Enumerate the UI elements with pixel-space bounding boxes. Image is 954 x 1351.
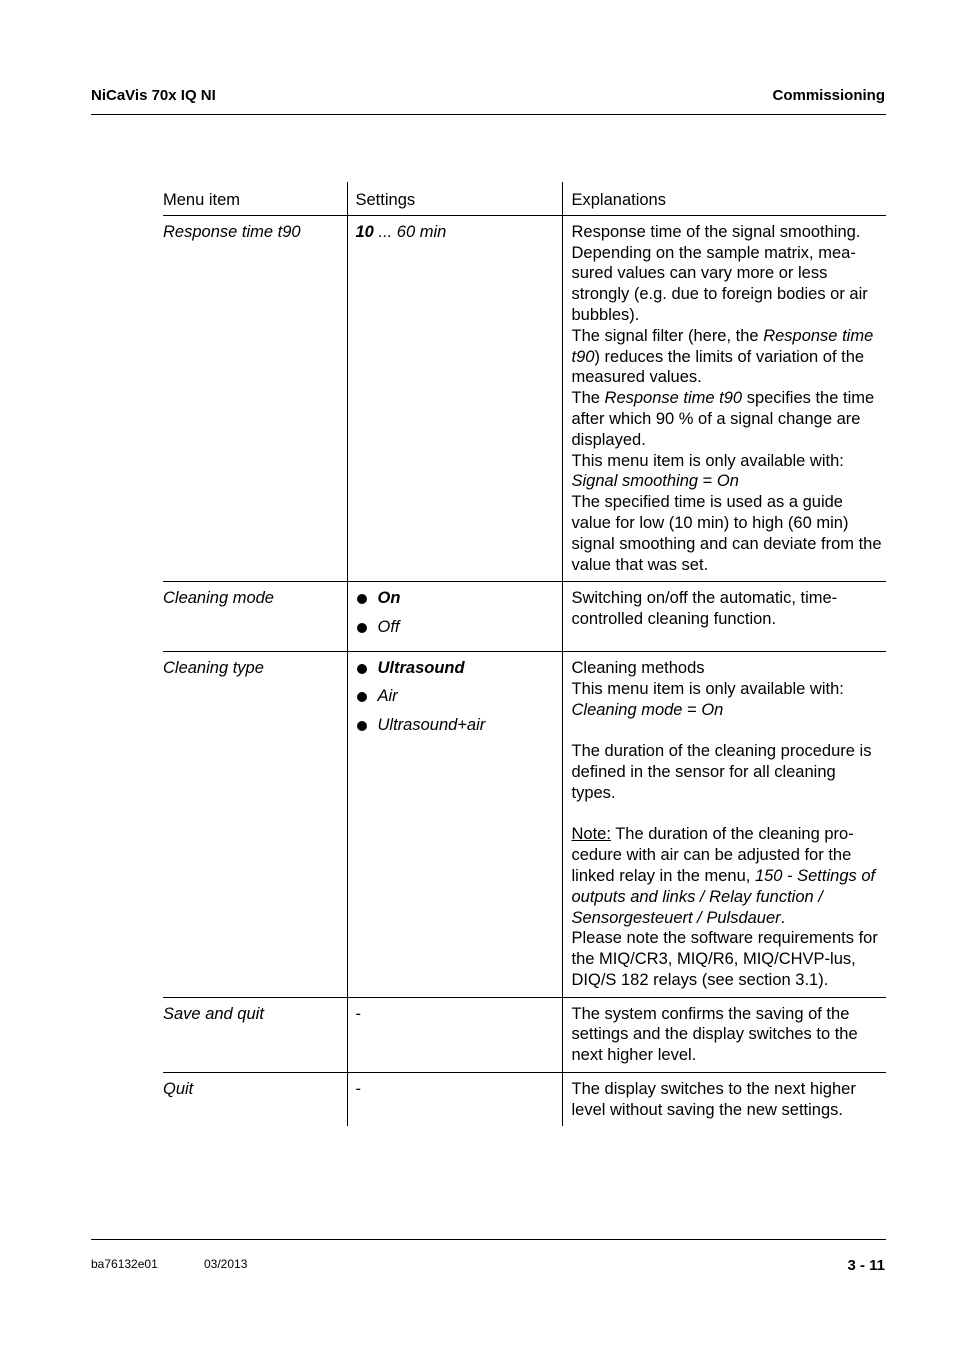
expl-text: This menu item is only available with:	[571, 451, 844, 470]
setting-response-time	[347, 215, 562, 582]
header-settings: Settings	[347, 182, 562, 215]
header-explanations: Explanations	[562, 182, 886, 215]
expl-text: The signal filter (here, the Response time t90) reduces the limits of variation of the measured values.	[571, 326, 874, 387]
expl-text: The specified time is used as a guide value for low (10 min) to high (60 min) signal smoothing and can deviate from the value that was set.	[571, 493, 882, 574]
explanation-response-time	[562, 215, 886, 582]
expl-text: Please note the software requirements for the MIQ/CR3, MIQ/R6, MIQ/CHVP-lus, DIQ/S 182 relays (see section 3.1).	[571, 929, 878, 989]
option-list	[356, 658, 562, 735]
option-list	[356, 588, 562, 637]
expl-condition: Signal smoothing = On	[571, 472, 739, 491]
menu-item-cleaning-type: Cleaning type	[163, 651, 347, 997]
running-header-section: Commissioning	[772, 87, 885, 104]
option-off: Off	[356, 617, 562, 638]
footer-doc-id: ba76132e01	[91, 1257, 158, 1271]
footer-date: 03/2013	[204, 1257, 248, 1271]
table-header-row	[163, 182, 886, 215]
running-header-title: NiCaVis 70x IQ NI	[91, 87, 216, 104]
setting-default-value: 10	[355, 222, 374, 241]
expl-note: Note: The duration of the cleaning pro-cedure with air can be adjusted for the linked relay in the menu, 150 - Settings of outputs and links / Relay function / Sensorgesteuert / Pulsdauer.	[571, 825, 876, 927]
option-ultrasound-air: Ultrasound+air	[356, 715, 562, 736]
setting-range: ... 60 min	[373, 222, 447, 241]
expl-text: Cleaning methods	[571, 658, 705, 677]
option-default-ultrasound: Ultrasound	[356, 658, 562, 679]
header-rule	[91, 114, 886, 115]
table-row-response-time	[163, 215, 886, 582]
spacer	[572, 720, 883, 741]
table-row-quit	[163, 1073, 886, 1126]
table-row-save-and-quit	[163, 997, 886, 1072]
option-air: Air	[356, 686, 562, 707]
menu-item-cleaning-mode: Cleaning mode	[163, 582, 347, 652]
page-number: 3 - 11	[847, 1257, 885, 1274]
menu-item-save-and-quit: Save and quit	[163, 997, 347, 1072]
explanation-quit: The display switches to the next higher level without saving the new settings.	[562, 1073, 886, 1126]
menu-item-response-time: Response time t90	[163, 215, 347, 582]
note-label: Note:	[571, 825, 611, 844]
setting-save-and-quit: -	[347, 997, 562, 1072]
expl-text: The duration of the cleaning procedure is defined in the sensor for all cleaning types.	[571, 742, 872, 802]
menu-item-quit: Quit	[163, 1080, 194, 1099]
footer-rule	[91, 1239, 886, 1240]
header-menu-item: Menu item	[163, 182, 347, 215]
explanation-cleaning-type	[562, 651, 886, 997]
expl-text: Response time of the signal smoothing. Depending on the sample matrix, mea-sured values can vary more or less strongly (e.g. due to foreign bodies or air bubbles).	[571, 222, 868, 324]
expl-condition: Cleaning mode = On	[571, 700, 724, 719]
table-row-cleaning-mode	[163, 582, 886, 652]
explanation-save-and-quit: The system confirms the saving of the settings and the display switches to the next higher level.	[562, 997, 886, 1072]
spacer	[572, 804, 883, 825]
table-row-cleaning-type	[163, 651, 886, 997]
expl-text: The Response time t90 specifies the time after which 90 % of a signal change are displayed.	[571, 389, 875, 449]
setting-quit: -	[347, 1073, 562, 1126]
expl-text: This menu item is only available with:	[571, 679, 844, 698]
explanation-cleaning-mode: Switching on/off the automatic, time-controlled cleaning function.	[562, 582, 886, 652]
setting-cleaning-mode	[347, 582, 562, 652]
setting-cleaning-type	[347, 651, 562, 997]
option-default-on: On	[356, 588, 562, 609]
menu-settings-table	[163, 182, 886, 1126]
